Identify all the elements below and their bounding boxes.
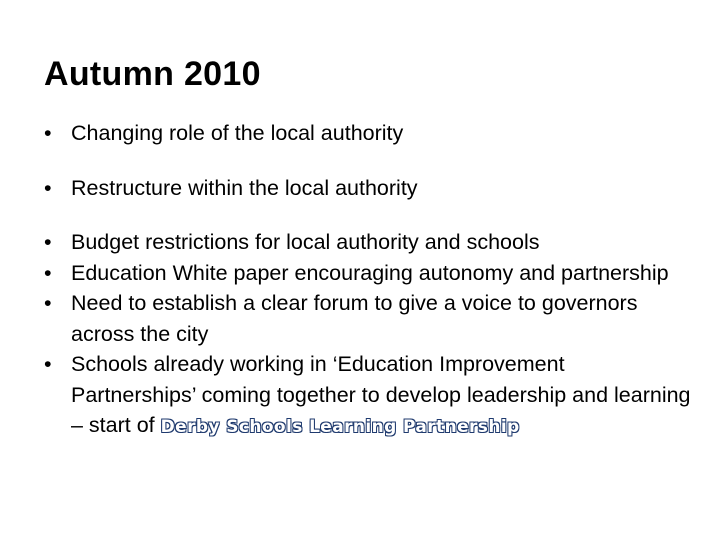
bullet-text: Education White paper encouraging autonomy and partnership bbox=[71, 260, 669, 285]
bullet-item bbox=[44, 349, 694, 443]
bullet-dot: • bbox=[44, 175, 52, 200]
bullet-dot: • bbox=[44, 121, 52, 145]
bullet-text: Schools already working in ‘Education Improvement Partnerships’ coming together to develop leadership and learning – start of bbox=[71, 352, 691, 437]
bullet-item bbox=[44, 118, 694, 149]
bullet-dot: • bbox=[44, 260, 52, 285]
bullet-item bbox=[44, 227, 694, 258]
bullet-item bbox=[44, 173, 694, 204]
wordart-derby-schools-learning-partnership: Derby Schools Learning Partnership bbox=[160, 417, 520, 437]
bullet-text: Restructure within the local authority bbox=[71, 175, 418, 200]
bullet-dot: • bbox=[44, 352, 52, 376]
slide-title: Autumn 2010 bbox=[44, 55, 261, 93]
bullet-dot: • bbox=[44, 230, 52, 254]
bullet-dot: • bbox=[44, 291, 52, 315]
bullet-list bbox=[44, 118, 694, 443]
bullet-text: Need to establish a clear forum to give a voice to governors across the city bbox=[71, 291, 638, 346]
bullet-item bbox=[44, 258, 694, 289]
bullet-item bbox=[44, 288, 694, 349]
bullet-text: Changing role of the local authority bbox=[71, 121, 404, 145]
bullet-text: Budget restrictions for local authority and schools bbox=[71, 230, 540, 254]
